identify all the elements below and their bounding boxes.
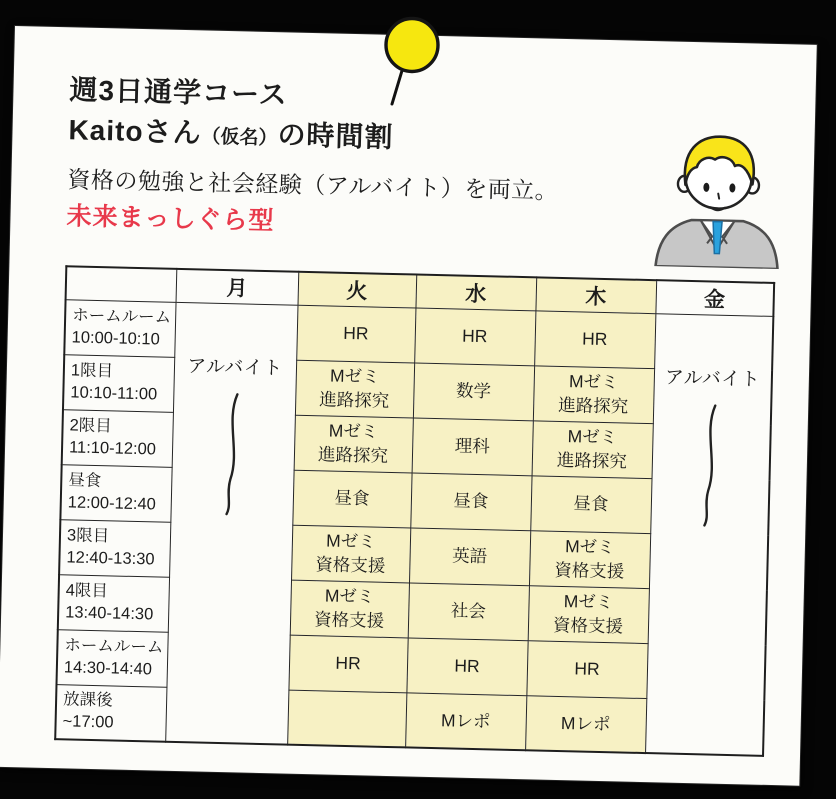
subtitle-text: 資格の勉強と社会経験（アルバイト）を両立。	[67, 166, 559, 204]
friday-parttime-cell	[645, 313, 773, 756]
wavy-line-icon	[222, 391, 245, 517]
period-label-cell: 1限目 10:10-11:00	[63, 354, 174, 412]
schedule-cell: Mゼミ 資格支援	[290, 580, 409, 638]
monday-parttime-cell	[165, 302, 297, 745]
schedule-cell: 数学	[413, 362, 534, 420]
schedule-cell: Mレポ	[405, 692, 526, 750]
schedule-cell: Mゼミ 資格支援	[528, 585, 649, 643]
schedule-cell: 昼食	[292, 470, 411, 528]
period-label-cell: 3限目 12:40-13:30	[59, 519, 170, 577]
schedule-cell: 理科	[412, 417, 533, 475]
day-header-thu: 木	[535, 277, 656, 313]
parttime-label: アルバイト	[187, 355, 283, 379]
schedule-cell: HR	[288, 635, 407, 693]
period-label-cell: 4限目 13:40-14:30	[58, 574, 169, 632]
schedule-cell: 昼食	[410, 472, 531, 530]
schedule-cell: Mゼミ 進路探究	[533, 365, 654, 423]
schedule-cell: 社会	[408, 582, 529, 640]
schedule-cell: HR	[534, 310, 655, 368]
type-highlight-red: 未来まっしぐら型	[66, 202, 275, 236]
period-label-cell: ホームルーム 10:00-10:10	[64, 299, 175, 357]
pseudonym-note: （仮名）	[201, 126, 278, 150]
schedule-cell: HR	[414, 308, 535, 366]
course-title: 週3日通学コース	[69, 74, 289, 111]
schedule-cell: HR	[526, 640, 647, 698]
period-label-cell: 昼食 12:00-12:40	[60, 464, 171, 522]
day-header-mon: 月	[176, 269, 299, 305]
schedule-cell: Mゼミ 進路探究	[294, 415, 413, 473]
period-label-cell: 2限目 11:10-12:00	[62, 409, 173, 467]
schedule-cell: 英語	[409, 527, 530, 585]
pushpin-icon	[380, 14, 446, 110]
period-label-cell: ホームルーム 14:30-14:40	[57, 629, 168, 687]
schedule-cell: HR	[296, 305, 415, 363]
student-boy-illustration	[646, 121, 791, 269]
day-header-tue: 火	[298, 272, 417, 308]
student-name: Kaitoさん	[68, 114, 202, 149]
period-label-cell: 放課後 ~17:00	[55, 684, 166, 742]
wavy-line-icon	[699, 402, 722, 528]
schedule-cell: 昼食	[530, 475, 651, 533]
timetable	[54, 265, 775, 757]
day-header-fri: 金	[655, 280, 774, 316]
day-header-wed: 水	[415, 275, 536, 311]
schedule-cell: Mゼミ 進路探究	[295, 360, 414, 418]
schedule-cell: Mゼミ 資格支援	[291, 525, 410, 583]
parttime-label: アルバイト	[664, 366, 761, 391]
schedule-cell: HR	[406, 637, 527, 695]
schedule-cell	[287, 690, 406, 748]
schedule-cell: Mゼミ 進路探究	[532, 420, 653, 478]
timetable-word: の時間割	[277, 119, 394, 153]
schedule-cell: Mゼミ 資格支援	[529, 530, 650, 588]
corner-cell	[66, 266, 177, 302]
schedule-cell: Mレポ	[525, 695, 646, 753]
pinned-paper	[0, 26, 817, 786]
